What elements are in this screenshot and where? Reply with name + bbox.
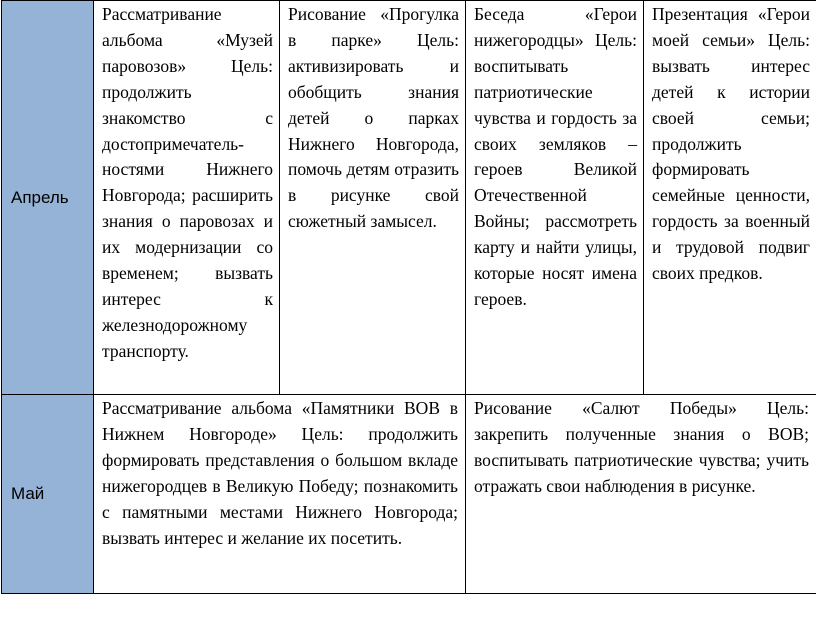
- activity-cell-drawing-salute: [466, 395, 816, 594]
- activity-cell-drawing-park: [280, 1, 466, 395]
- table-row-may: [2, 395, 816, 594]
- activity-text: Рисование «Салют Победы» Цель: закрепить полученные знания о ВОВ; воспитывать патриотические чувства; учить отражать свои наблюдения в рисунке.: [474, 398, 809, 496]
- activity-cell-album-monuments: [94, 395, 466, 594]
- activity-cell-album-locomotives: [94, 1, 280, 395]
- month-cell-may: Май: [2, 395, 94, 594]
- activity-text: Рассматривание альбома «Музей паровозов» Цель: продолжить знакомство с достопримечатель-ностями Нижнего Новгорода; расширить знания о паровозах и их модернизации со временем; вызвать интерес к железнодорожному транспорту.: [102, 4, 273, 361]
- activity-cell-presentation-family: [644, 1, 816, 395]
- activity-plan-table: [1, 0, 816, 594]
- activity-cell-talk-heroes: [466, 1, 644, 395]
- activity-text: Беседа «Герои нижегородцы» Цель: воспитывать патриотические чувства и гордость за своих земляков – героев Великой Отечественной Войны; рассмотреть карту и найти улицы, которые носят имена героев.: [474, 4, 637, 309]
- month-cell-april: Апрель: [2, 1, 94, 395]
- table-row-april: [2, 1, 816, 395]
- activity-text: Рисование «Прогулка в парке» Цель: активизировать и обобщить знания детей о парках Нижнего Новгорода, помочь детям отразить в рисунке свой сюжетный замысел.: [288, 4, 459, 232]
- activity-text: Рассматривание альбома «Памятники ВОВ в Нижнем Новгороде» Цель: продолжить формировать представления о большом вкладе нижегородцев в Великую Победу; познакомить с памятными местами Нижнего Новгорода; вызвать интерес и желание их посетить.: [102, 398, 458, 548]
- activity-text: Презентация «Герои моей семьи» Цель: вызвать интерес детей к истории своей семьи; продолжить формировать семейные ценности, гордость за военный и трудовой подвиг своих предков.: [652, 4, 810, 284]
